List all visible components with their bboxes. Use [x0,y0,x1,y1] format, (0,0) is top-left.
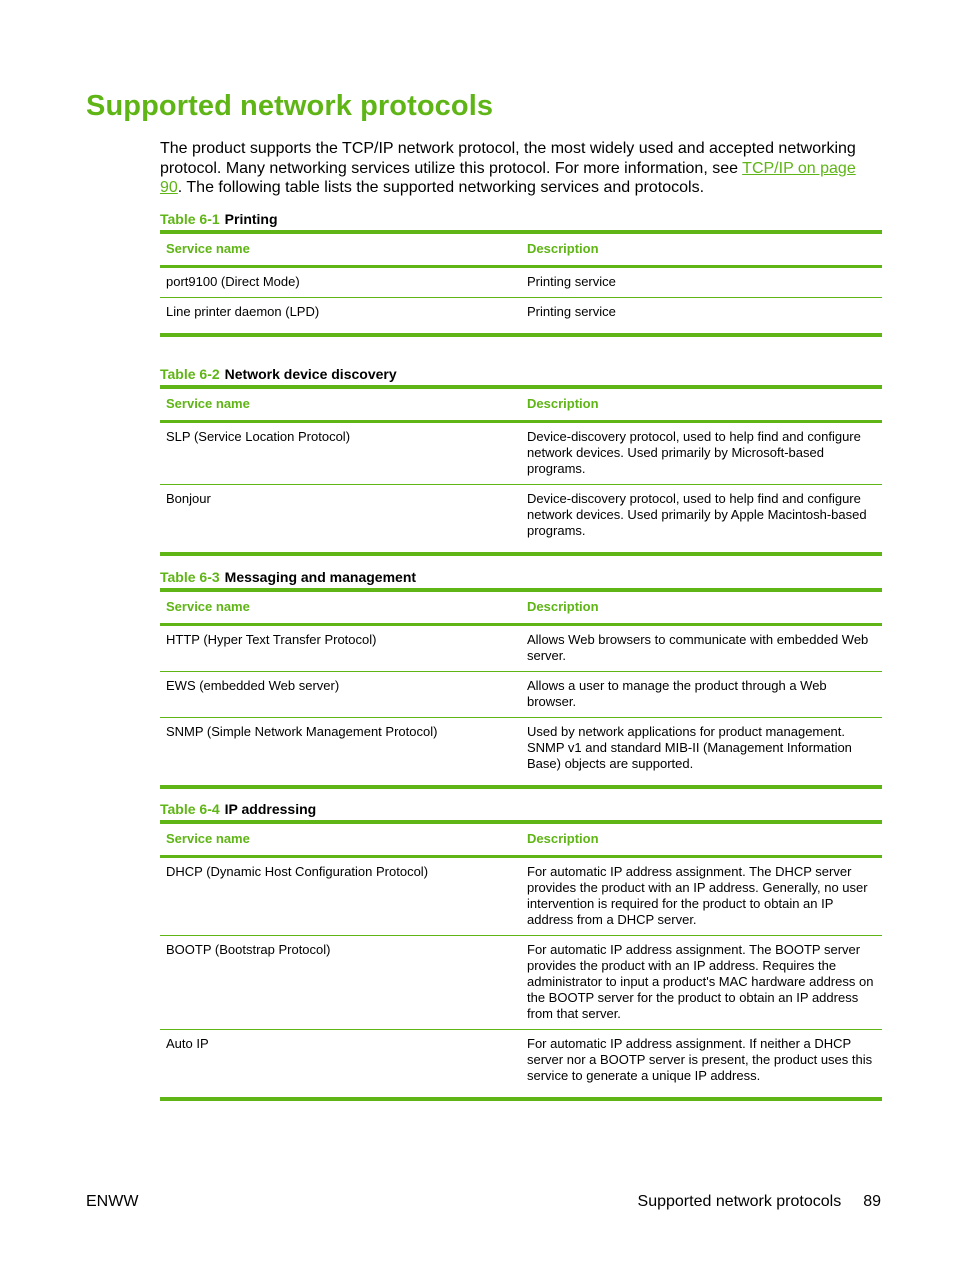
description-cell: Device-discovery protocol, used to help find and configure network devices. Used primarily by Microsoft-based programs. [521,422,882,485]
network-device-discovery-table [160,385,882,556]
table-row [160,298,882,336]
table-caption [160,366,397,382]
column-header-service-name: Service name [160,232,521,267]
description-cell: Used by network applications for product management. SNMP v1 and standard MIB-II (Management Information Base) objects are supported. [521,718,882,788]
table-title: Network device discovery [224,366,397,382]
description-cell: Allows Web browsers to communicate with embedded Web server. [521,625,882,672]
service-name-cell: port9100 (Direct Mode) [160,267,521,298]
service-name-cell: SNMP (Simple Network Management Protocol) [160,718,521,788]
column-header-service-name: Service name [160,387,521,422]
service-name-cell: DHCP (Dynamic Host Configuration Protocol) [160,857,521,936]
description-cell: Printing service [521,267,882,298]
table-row [160,625,882,672]
description-cell: For automatic IP address assignment. If neither a DHCP server nor a BOOTP server is present, the product uses this service to generate a unique IP address. [521,1030,882,1100]
description-cell: Allows a user to manage the product through a Web browser. [521,672,882,718]
intro-text-before: The product supports the TCP/IP network protocol, the most widely used and accepted networking protocol. Many networking services utilize this protocol. For more information, see [160,140,856,177]
footer-section-title: Supported network protocols [637,1193,842,1210]
printing-table [160,230,882,337]
table-title: IP addressing [224,801,317,817]
table-number: Table 6-1 [160,211,220,227]
description-cell: For automatic IP address assignment. The DHCP server provides the product with an IP address. Generally, no user intervention is required for the product to obtain an IP address from a DHCP server. [521,857,882,936]
table-row [160,1030,882,1100]
intro-paragraph [160,139,880,198]
column-header-description: Description [521,232,882,267]
table-row [160,672,882,718]
column-header-description: Description [521,387,882,422]
page-number: 89 [863,1193,881,1210]
table-row [160,718,882,788]
footer-right [638,1193,881,1211]
table-row [160,422,882,485]
table-caption [160,211,278,227]
description-cell: Printing service [521,298,882,336]
service-name-cell: SLP (Service Location Protocol) [160,422,521,485]
table-title: Messaging and management [224,569,417,585]
description-cell: For automatic IP address assignment. The BOOTP server provides the product with an IP address. Requires the administrator to input a product's MAC hardware address on the BOOTP server for the product to obtain an IP address from that server. [521,936,882,1030]
table-number: Table 6-3 [160,569,220,585]
table-row [160,936,882,1030]
intro-text-after: . The following table lists the supported networking services and protocols. [177,179,705,196]
service-name-cell: EWS (embedded Web server) [160,672,521,718]
messaging-management-table [160,588,882,789]
ip-addressing-table [160,820,882,1101]
column-header-description: Description [521,822,882,857]
service-name-cell: Bonjour [160,485,521,555]
service-name-cell: Auto IP [160,1030,521,1100]
table-row [160,267,882,298]
tcpip-page-link[interactable]: TCP/IP on page 90 [160,159,856,196]
table-caption [160,801,316,817]
service-name-cell: BOOTP (Bootstrap Protocol) [160,936,521,1030]
column-header-service-name: Service name [160,590,521,625]
table-number: Table 6-2 [160,366,220,382]
description-cell: Device-discovery protocol, used to help find and configure network devices. Used primarily by Apple Macintosh-based programs. [521,485,882,555]
service-name-cell: Line printer daemon (LPD) [160,298,521,336]
footer-left-label: ENWW [86,1193,139,1210]
column-header-description: Description [521,590,882,625]
table-row [160,485,882,555]
table-number: Table 6-4 [160,801,220,817]
table-title: Printing [224,211,278,227]
column-header-service-name: Service name [160,822,521,857]
service-name-cell: HTTP (Hyper Text Transfer Protocol) [160,625,521,672]
page-title: Supported network protocols [86,90,494,122]
table-row [160,857,882,936]
table-caption [160,569,416,585]
